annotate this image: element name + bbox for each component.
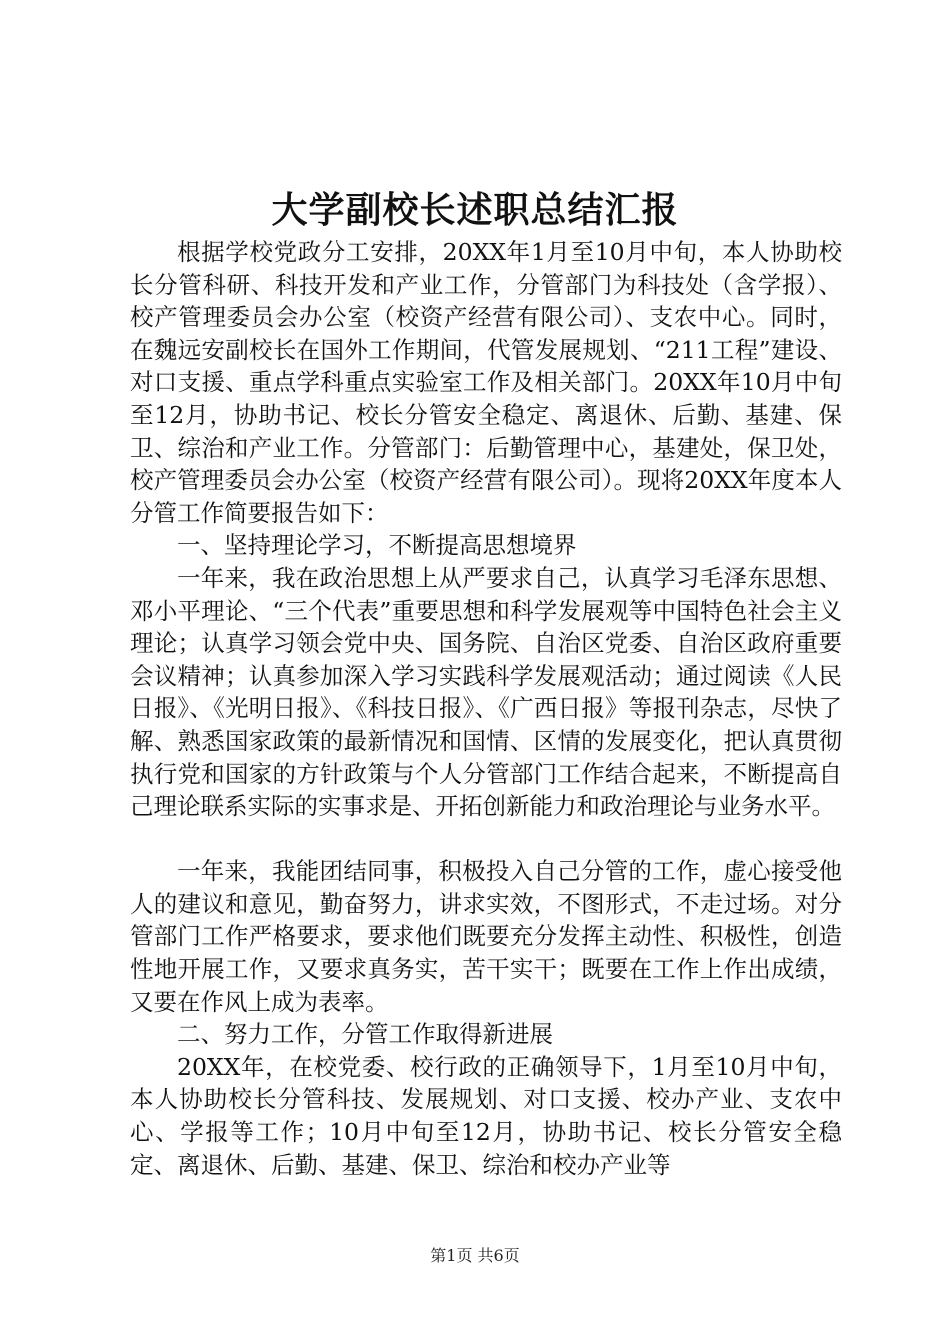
- paragraph-theory-study: 一年来，我在政治思想上从严要求自己，认真学习毛泽东思想、邓小平理论、“三个代表”重要思想和科学发展观等中国特色社会主义理论；认真学习领会党中央、国务院、自治区党委、自治区政府重要会议精神；认真参加深入学习实践科学发展观活动；通过阅读《人民日报》、《光明日报》、《科技日报》、《广西日报》等报刊杂志，尽快了解、熟悉国家政策的最新情况和国情、区情的发展变化，把认真贯彻执行党和国家的方针政策与个人分管部门工作结合起来，不断提高自己理论联系实际的实事求是、开拓创新能力和政治理论与业务水平。: [130, 563, 842, 821]
- document-body: [130, 236, 842, 1181]
- document-title: 大学副校长述职总结汇报: [271, 189, 679, 231]
- paragraph-teamwork: 一年来，我能团结同事，积极投入自己分管的工作，虚心接受他人的建议和意见，勤奋努力，讲求实效，不图形式，不走过场。对分管部门工作严格要求，要求他们既要充分发挥主动性、积极性，创造性地开展工作，又要求真务实，苦干实干；既要在工作上作出成绩，又要在作风上成为表率。: [130, 857, 842, 1016]
- paragraph-intro: 根据学校党政分工安排，20XX年1月至10月中旬，本人协助校长分管科研、科技开发和产业工作，分管部门为科技处（含学报）、校产管理委员会办公室（校资产经营有限公司）、支农中心。同时，在魏远安副校长在国外工作期间，代管发展规划、“211工程”建设、对口支援、重点学科重点实验室工作及相关部门。20XX年10月中旬至12月，协助书记、校长分管安全稳定、离退休、后勤、基建、保卫、综治和产业工作。分管部门：后勤管理中心，基建处，保卫处，校产管理委员会办公室（校资产经营有限公司）。现将20XX年度本人分管工作简要报告如下：: [130, 238, 842, 527]
- paragraph-work-progress: 20XX年，在校党委、校行政的正确领导下，1月至10月中旬，本人协助校长分管科技、发展规划、对口支援、校办产业、支农中心、学报等工作；10月中旬至12月，协助书记、校长分管安全稳定、离退休、后勤、基建、保卫、综治和校办产业等: [130, 1052, 842, 1179]
- section-heading-1: 一、坚持理论学习，不断提高思想境界: [177, 531, 577, 560]
- page-footer: 第1页 共6页: [430, 1246, 520, 1265]
- section-heading-2: 二、努力工作，分管工作取得新进展: [177, 1020, 553, 1049]
